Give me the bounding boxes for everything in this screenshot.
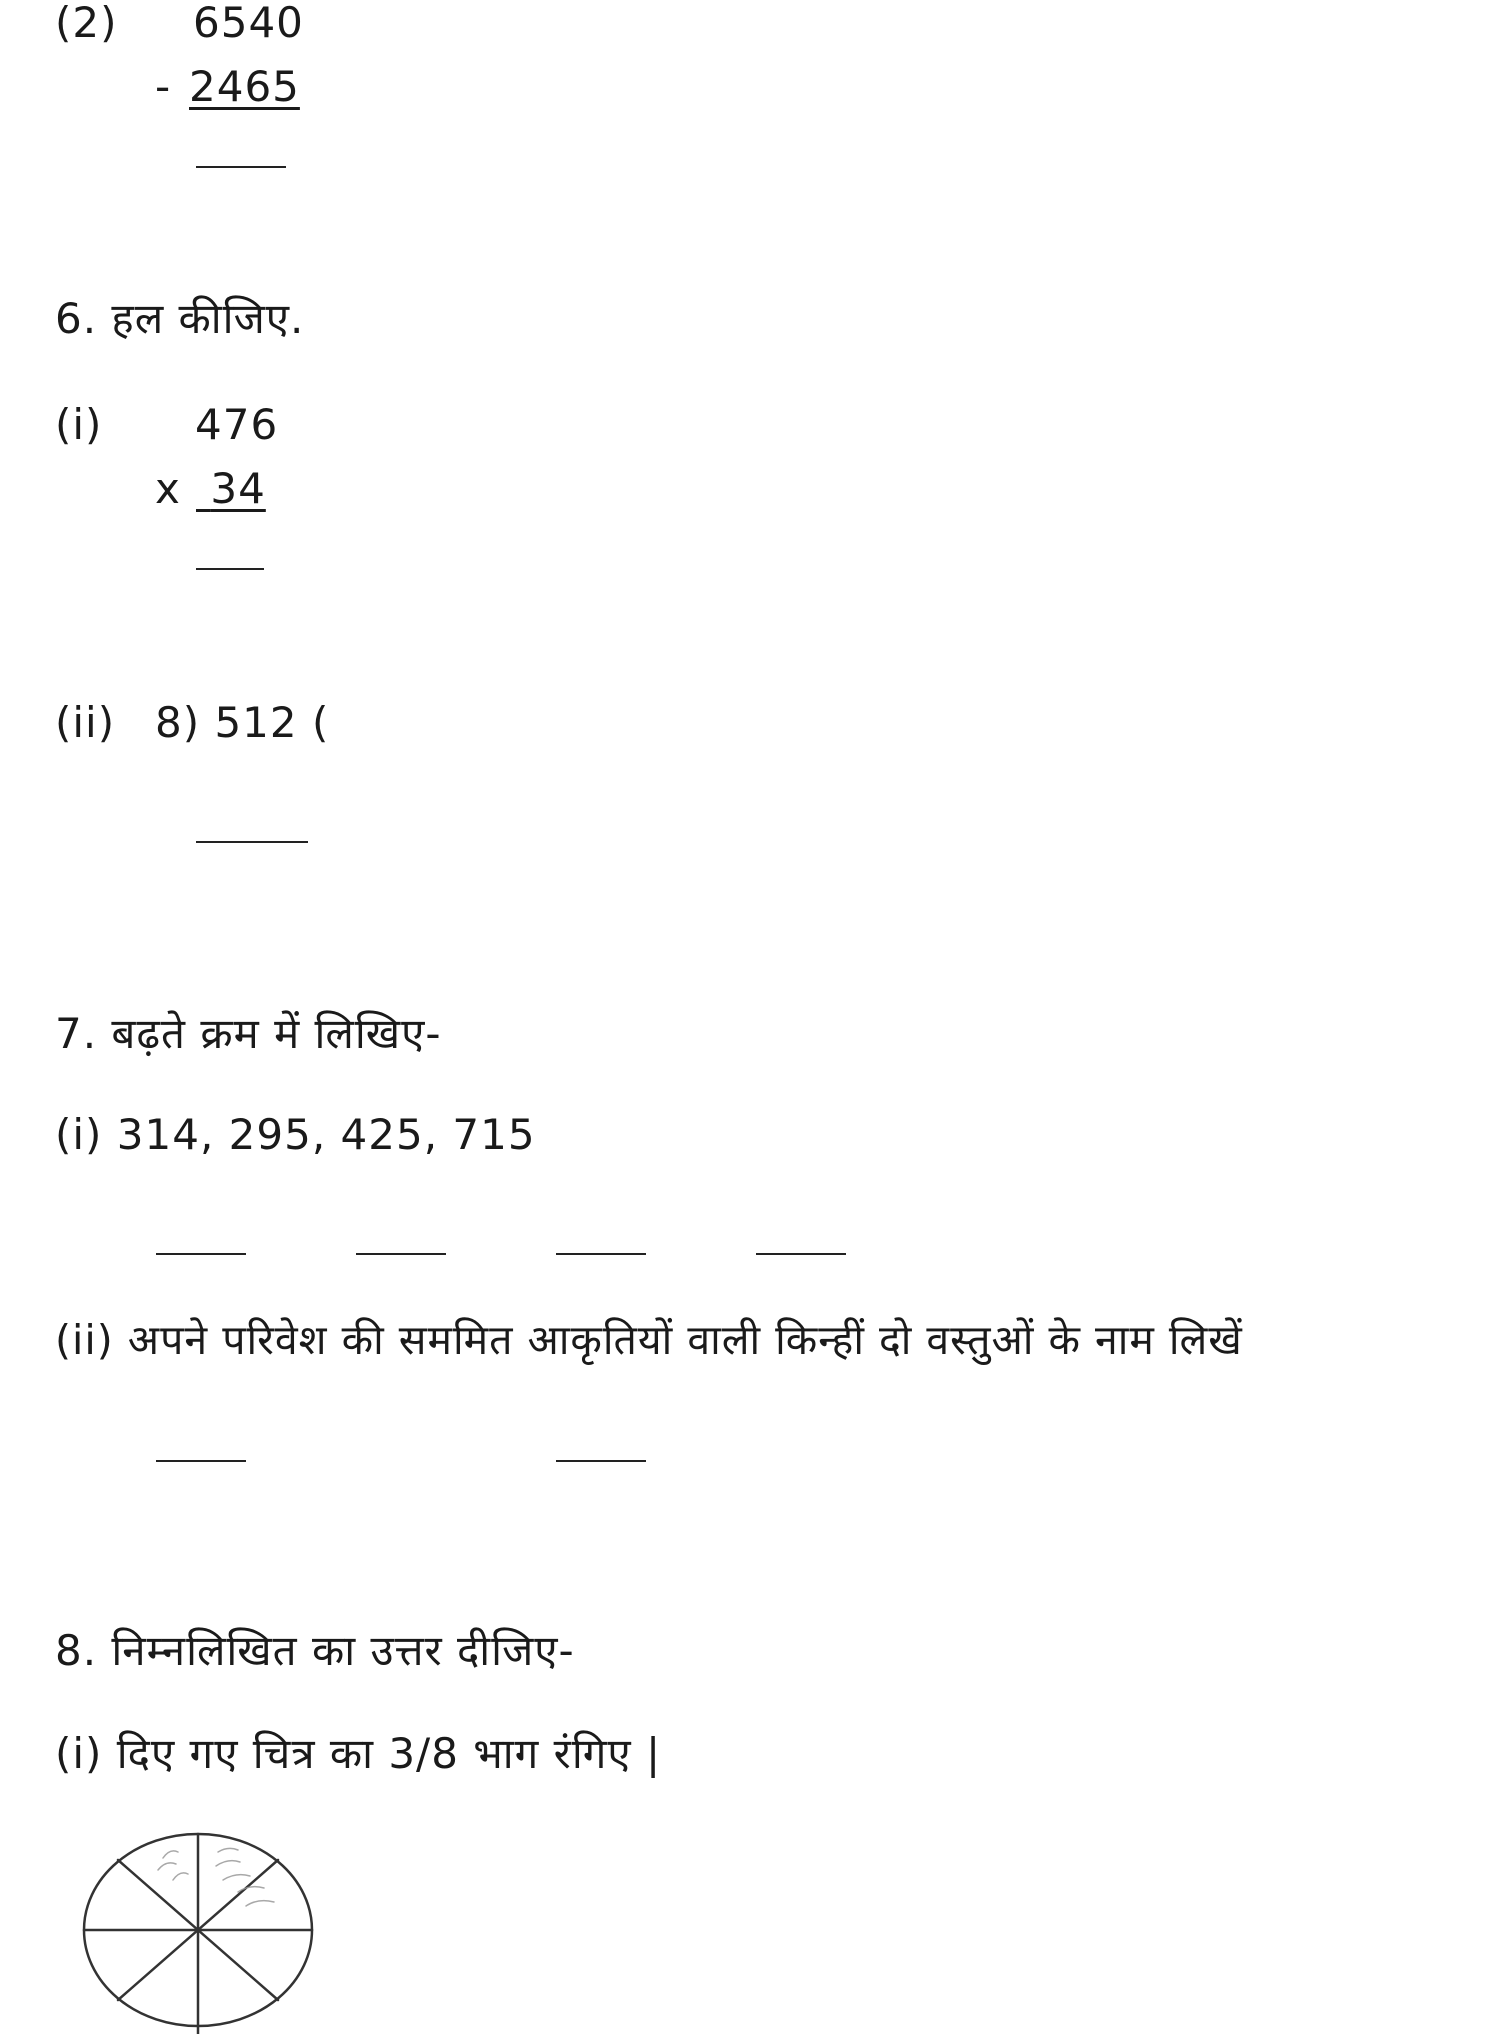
q7-part2-blank-2 [556,1460,646,1462]
hatch-mark [173,1873,188,1880]
q6-part1-label: (i) [55,400,103,449]
hatch-mark [158,1863,176,1870]
q6-multiplier: 34 [210,464,266,513]
q6-multiplicand: 476 [195,400,279,449]
q7-blank-4 [756,1253,846,1255]
q5-part2-label: (2) [55,0,118,47]
q7-part2-blank-1 [156,1460,246,1462]
q7-blank-3 [556,1253,646,1255]
q8-heading: 8. निम्नलिखित का उत्तर दीजिए- [55,1626,575,1675]
q7-blank-1 [156,1253,246,1255]
circle-figure [78,1830,328,2034]
q7-blank-2 [356,1253,446,1255]
hatch-mark [218,1848,238,1852]
q6-part1-answer-line [196,568,264,570]
q7-heading: 7. बढ़ते क्रम में लिखिए- [55,1009,442,1058]
q6-part2-answer-line [196,841,308,843]
q8-part1-question: (i) दिए गए चित्र का 3/8 भाग रंगिए | [55,1729,662,1778]
q6-heading: 6. हल कीजिए. [55,294,305,343]
hatch-mark [216,1861,240,1866]
q5-minuend: 6540 [193,0,304,47]
q6-operator: x [155,464,181,513]
hatch-mark [223,1875,250,1880]
q7-part2-question: (ii) अपने परिवेश की सममित आकृतियों वाली किन्हीं दो वस्तुओं के नाम लिखें [55,1316,1243,1364]
q5-answer-line [196,166,286,168]
q7-part1-numbers: (i) 314, 295, 425, 715 [55,1110,536,1159]
q6-part2-label: (ii) [55,698,116,747]
q5-subtrahend: 2465 [189,62,300,111]
hatch-mark [163,1851,178,1858]
hatch-mark [246,1901,274,1906]
q5-operator: - [155,62,172,111]
q6-division-expression: 8) 512 ( [155,698,330,747]
